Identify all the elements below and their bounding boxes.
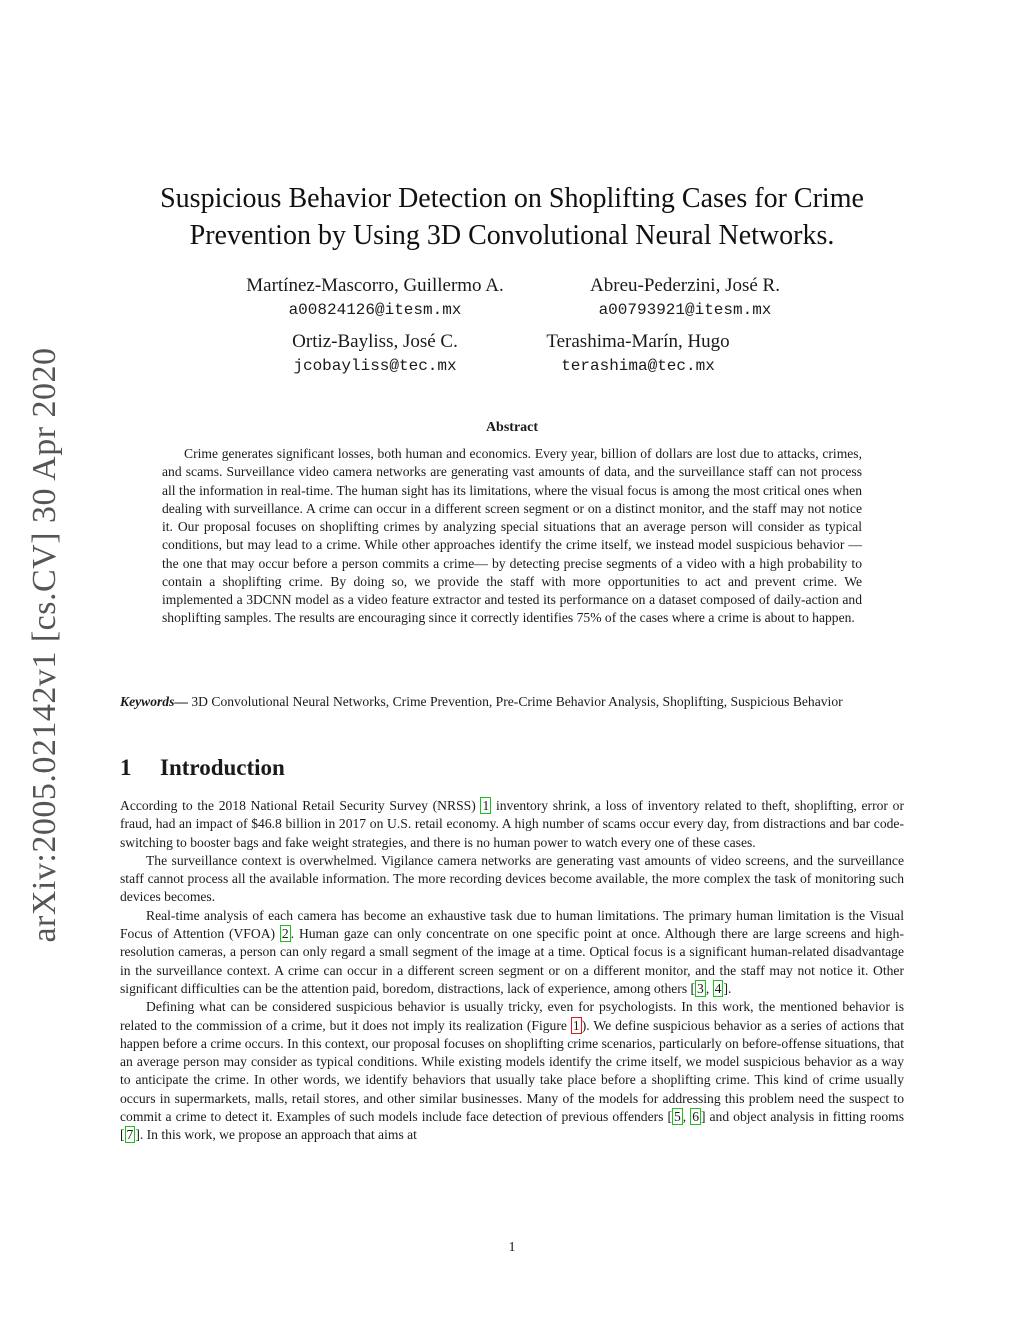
arxiv-identifier-text: arXiv:2005.02142v1 [cs.CV] 30 Apr 2020 [26, 347, 63, 943]
section-title: Introduction [160, 755, 285, 780]
introduction-body [120, 797, 904, 1145]
paragraph: Real-time analysis of each camera has become an exhaustive task due to human limitations. The primary human limitation is the Visual Focus of Attention (VFOA) 2 . Human gaze can only concentrate on one specific point at once. Although there are large screens and high-resolution cameras, a person can only regard a small segment of the image at a time. Optical focus is a significant human-related disadvantage in the surveillance context. A crime can occur in a different screen segment or on a different monitor, and the staff may not notice it. Other significant difficulties can be the attention paid, boredom, distractions, lack of experience, among others [ 3 , 4 ]. [120, 907, 904, 996]
author-email[interactable]: a00793921@itesm.mx [598, 301, 772, 319]
figure-link[interactable]: 1 [572, 1017, 580, 1033]
paragraph: According to the 2018 National Retail Security Survey (NRSS) 1 inventory shrink, a loss of inventory related to theft, shoplifting, error or fraud, had an impact of $46.8 billion in 2017 on U.S. retail economy. A high number of scams occur every day, from distractions and bar code-switching to booster bags and fake weight strategies, and there is no human power to watch every one of these cases. [120, 798, 904, 850]
section-number: 1 [120, 755, 132, 780]
citation-link[interactable]: 7 [126, 1127, 134, 1143]
author-email[interactable]: jcobayliss@tec.mx [293, 357, 457, 375]
citation-link[interactable]: 6 [692, 1109, 699, 1125]
author-name: Martínez-Mascorro, Guillermo A. [246, 275, 504, 296]
paper-title [120, 180, 904, 254]
keywords-text: 3D Convolutional Neural Networks, Crime Prevention, Pre-Crime Behavior Analysis, Shoplifting, Suspicious Behavior [187, 694, 843, 709]
keywords [120, 693, 904, 712]
citation-link[interactable]: 3 [697, 980, 704, 996]
author-block [535, 274, 835, 322]
abstract-heading: Abstract [485, 420, 539, 435]
author-name: Ortiz-Bayliss, José C. [292, 331, 458, 352]
arxiv-identifier-sidebar [22, 347, 68, 943]
author-email[interactable]: a00824126@itesm.mx [288, 301, 462, 319]
author-block [225, 330, 525, 378]
keywords-label: Keywords— [120, 694, 188, 709]
author-email[interactable]: terashima@tec.mx [561, 357, 715, 375]
author-name: Terashima-Marín, Hugo [546, 331, 730, 352]
paragraph: The surveillance context is overwhelmed. Vigilance camera networks are generating vast amounts of video screens, and the surveillance staff cannot process all the available information. The more recording devices become available, the more complex the task of monitoring such devices becomes. [120, 852, 904, 905]
citation-link[interactable]: 5 [673, 1109, 681, 1125]
author-name: Abreu-Pederzini, José R. [590, 275, 780, 296]
citation-link[interactable]: 4 [714, 980, 722, 996]
author-block [225, 274, 525, 322]
abstract-text: Crime generates significant losses, both human and economics. Every year, billion of dollars are lost due to attacks, crimes, and scams. Surveillance video camera networks are generating vast amounts of data, and the surveillance staff can not process all the information in real-time. The human sight has its limitations, where the visual focus is among the most critical ones when dealing with surveillance. A crime can occur in a different screen segment or on a distinct monitor, and the staff may not notice it. Our proposal focuses on shoplifting crimes by analyzing special situations that an average person will consider as typical conditions, but may lead to a crime. While other approaches identify the crime itself, we instead model suspicious behavior —the one that may occur before a person commits a crime— by detecting precise segments of a video with a high probability to contain a shoplifting crime. By doing so, we provide the staff with more opportunities to act and prevent crime. We implemented a 3DCNN model as a video feature extractor and tested its performance on a dataset composed of daily-action and shoplifting samples. The results are encouraging since it correctly identifies 75% of the cases where a crime is about to happen. [162, 446, 862, 626]
title-line-2: Prevention by Using 3D Convolutional Neural Networks. [189, 220, 835, 251]
paragraph: Defining what can be considered suspicious behavior is usually tricky, even for psychologists. In this work, the mentioned behavior is related to the commission of a crime, but it does not imply its realization (Figure 1 ). We define suspicious behavior as a series of actions that happen before a crime occurs. In this context, our proposal focuses on shoplifting crime scenarios, particularly on before-offense situations, that an average person may consider as typical conditions. While existing models identify the crime itself, we model suspicious behavior as a way to anticipate the crime. In other words, we identify behaviors that usually take place before a shoplifting crime. This kind of crime usually occurs in supermarkets, malls, retail stores, and other similar businesses. Many of the models for addressing this problem need the suspect to commit a crime to detect it. Examples of such models include face detection of previous offenders [ 5 , 6 ] and object analysis in fitting rooms [ 7 ]. In this work, we propose an approach that aims at [120, 999, 904, 1143]
author-block [488, 330, 788, 378]
page-number: 1 [508, 1240, 516, 1255]
section-heading [120, 755, 285, 781]
citation-link[interactable]: 1 [482, 798, 490, 813]
citation-link[interactable]: 2 [281, 926, 289, 942]
title-line-1: Suspicious Behavior Detection on Shoplifting Cases for Crime [160, 183, 864, 214]
